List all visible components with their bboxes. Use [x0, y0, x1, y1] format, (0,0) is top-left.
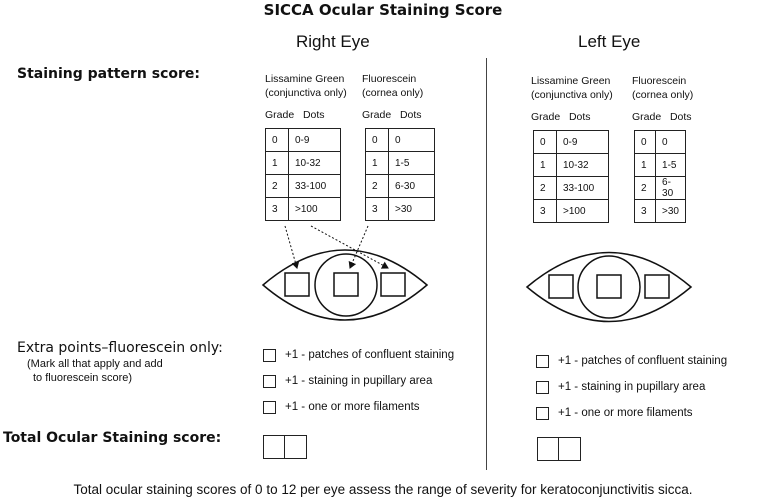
extra-points-note: (Mark all that apply and add to fluorescein score): [27, 358, 163, 384]
left-eye-heading: Left Eye: [578, 32, 641, 51]
right-temporal-conjunctiva-box: [381, 273, 405, 296]
right-eye-diagram: [263, 226, 427, 320]
footer-note: Total ocular staining scores of 0 to 12 per eye assess the range of severity for keratoconjunctivitis sicca.: [73, 482, 693, 497]
table-row: 1 10-32: [534, 154, 609, 177]
left-cornea-box: [597, 275, 621, 298]
checkbox[interactable]: [536, 381, 549, 394]
arrow-lissamine-temporal: [311, 226, 388, 268]
right-total-score-box[interactable]: [263, 435, 307, 459]
left-lissamine-heading: Lissamine Green (conjunctiva only): [531, 75, 613, 101]
left-eye-diagram: [527, 253, 691, 322]
right-filaments-option[interactable]: +1 - one or more filaments: [263, 394, 454, 420]
table-row: 0 0: [366, 129, 435, 152]
left-pupillary-area-option[interactable]: +1 - staining in pupillary area: [536, 374, 727, 400]
left-temporal-conjunctiva-box: [549, 275, 573, 298]
table-row: 0 0-9: [534, 131, 609, 154]
right-fluorescein-heading: Fluorescein (cornea only): [362, 73, 424, 99]
checkbox[interactable]: [263, 401, 276, 414]
table-row: 2 6-30: [366, 175, 435, 198]
arrow-lissamine-nasal: [285, 226, 297, 268]
right-fluorescein-col-headers: Grade Dots: [362, 109, 422, 121]
table-row: 1 10-32: [266, 152, 341, 175]
right-cornea-box: [334, 273, 358, 296]
right-pupillary-area-option[interactable]: +1 - staining in pupillary area: [263, 368, 454, 394]
checkbox[interactable]: [536, 355, 549, 368]
table-row: 0 0: [635, 131, 686, 154]
table-row: 3 >100: [266, 198, 341, 221]
table-row: 2 6-30: [635, 177, 686, 200]
staining-pattern-label: Staining pattern score:: [17, 66, 200, 82]
table-row: 3 >30: [635, 200, 686, 223]
left-filaments-option[interactable]: +1 - one or more filaments: [536, 400, 727, 426]
table-row: 2 33-100: [534, 177, 609, 200]
total-score-label: Total Ocular Staining score:: [3, 430, 222, 446]
right-confluent-staining-option[interactable]: +1 - patches of confluent staining: [263, 342, 454, 368]
right-lissamine-col-headers: Grade Dots: [265, 109, 325, 121]
right-eye-heading: Right Eye: [296, 32, 370, 51]
checkbox[interactable]: [536, 407, 549, 420]
left-lissamine-col-headers: Grade Dots: [531, 111, 591, 123]
left-nasal-conjunctiva-box: [645, 275, 669, 298]
table-row: 0 0-9: [266, 129, 341, 152]
table-row: 3 >30: [366, 198, 435, 221]
left-fluorescein-col-headers: Grade Dots: [632, 111, 692, 123]
left-total-score-box[interactable]: [537, 437, 581, 461]
left-extra-points: [536, 348, 727, 426]
table-row: 1 1-5: [366, 152, 435, 175]
extra-points-label: Extra points–fluorescein only:: [17, 340, 223, 356]
table-row: 3 >100: [534, 200, 609, 223]
right-extra-points: [263, 342, 454, 420]
table-row: 1 1-5: [635, 154, 686, 177]
right-nasal-conjunctiva-box: [285, 273, 309, 296]
left-fluorescein-heading: Fluorescein (cornea only): [632, 75, 694, 101]
checkbox[interactable]: [263, 375, 276, 388]
checkbox[interactable]: [263, 349, 276, 362]
form-title: SICCA Ocular Staining Score: [263, 1, 503, 19]
table-row: 2 33-100: [266, 175, 341, 198]
right-lissamine-heading: Lissamine Green (conjunctiva only): [265, 73, 347, 99]
left-confluent-staining-option[interactable]: +1 - patches of confluent staining: [536, 348, 727, 374]
